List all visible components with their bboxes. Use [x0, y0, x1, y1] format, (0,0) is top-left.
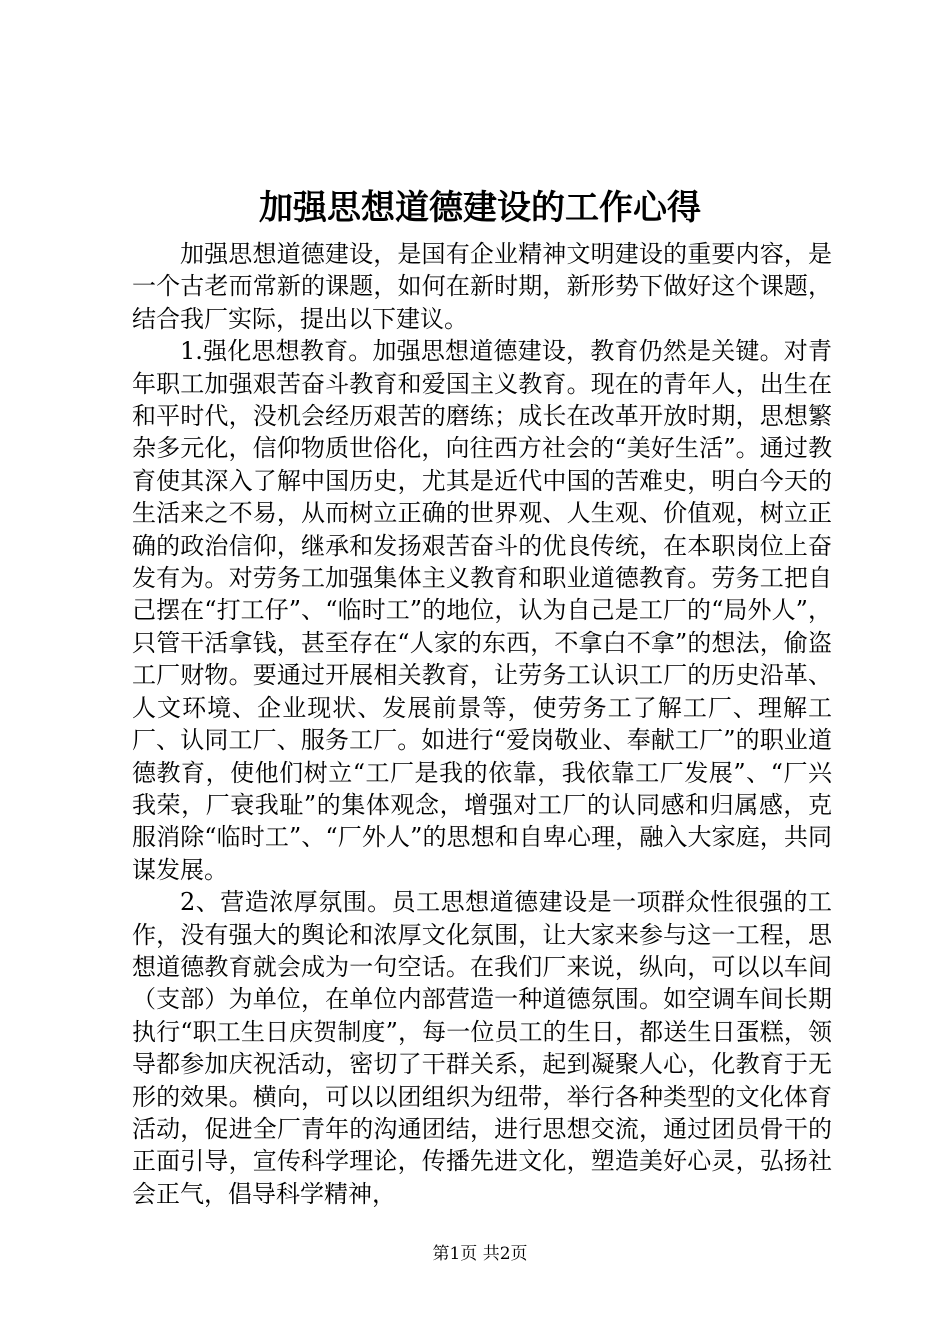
- paragraph-point-1: 1.强化思想教育。加强思想道德建设，教育仍然是关键。对青年职工加强艰苦奋斗教育和爱国主义教育。现在的青年人，出生在和平时代，没机会经历艰苦的磨练；成长在改革开放时期，思想繁杂多元化，信仰物质世俗化，向往西方社会的“美好生活”。通过教育使其深入了解中国历史，尤其是近代中国的苦难史，明白今天的生活来之不易，从而树立正确的世界观、人生观、价值观，树立正确的政治信仰，继承和发扬艰苦奋斗的优良传统，在本职岗位上奋发有为。对劳务工加强集体主义教育和职业道德教育。劳务工把自己摆在“打工仔”、“临时工”的地位，认为自己是工厂的“局外人”，只管干活拿钱，甚至存在“人家的东西，不拿白不拿”的想法，偷盗工厂财物。要通过开展相关教育，让劳务工认识工厂的历史沿革、人文环境、企业现状、发展前景等，使劳务工了解工厂、理解工厂、认同工厂、服务工厂。如进行“爱岗敬业、奉献工厂”的职业道德教育，使他们树立“工厂是我的依靠，我依靠工厂发展”、“厂兴我荣，厂衰我耻”的集体观念，增强对工厂的认同感和归属感，克服消除“临时工”、“厂外人”的思想和自卑心理，融入大家庭，共同谋发展。: [132, 337, 832, 884]
- page-footer: 第1页 共2页: [432, 1244, 528, 1264]
- paragraph-intro: 加强思想道德建设，是国有企业精神文明建设的重要内容，是一个古老而常新的课题，如何在新时期，新形势下做好这个课题，结合我厂实际，提出以下建议。: [132, 240, 832, 333]
- document-title: 加强思想道德建设的工作心得: [259, 188, 701, 228]
- document-body: [132, 238, 832, 1210]
- paragraph-point-2: 2、营造浓厚氛围。员工思想道德建设是一项群众性很强的工作，没有强大的舆论和浓厚文化氛围，让大家来参与这一工程，思想道德教育就会成为一句空话。在我们厂来说，纵向，可以以车间（支部）为单位，在单位内部营造一种道德氛围。如空调车间长期执行“职工生日庆贺制度”，每一位员工的生日，都送生日蛋糕，领导都参加庆祝活动，密切了干群关系，起到凝聚人心，化教育于无形的效果。横向，可以以团组织为纽带，举行各种类型的文化体育活动，促进全厂青年的沟通团结，进行思想交流，通过团员骨干的正面引导，宣传科学理论，传播先进文化，塑造美好心灵，弘扬社会正气，倡导科学精神，: [132, 888, 832, 1208]
